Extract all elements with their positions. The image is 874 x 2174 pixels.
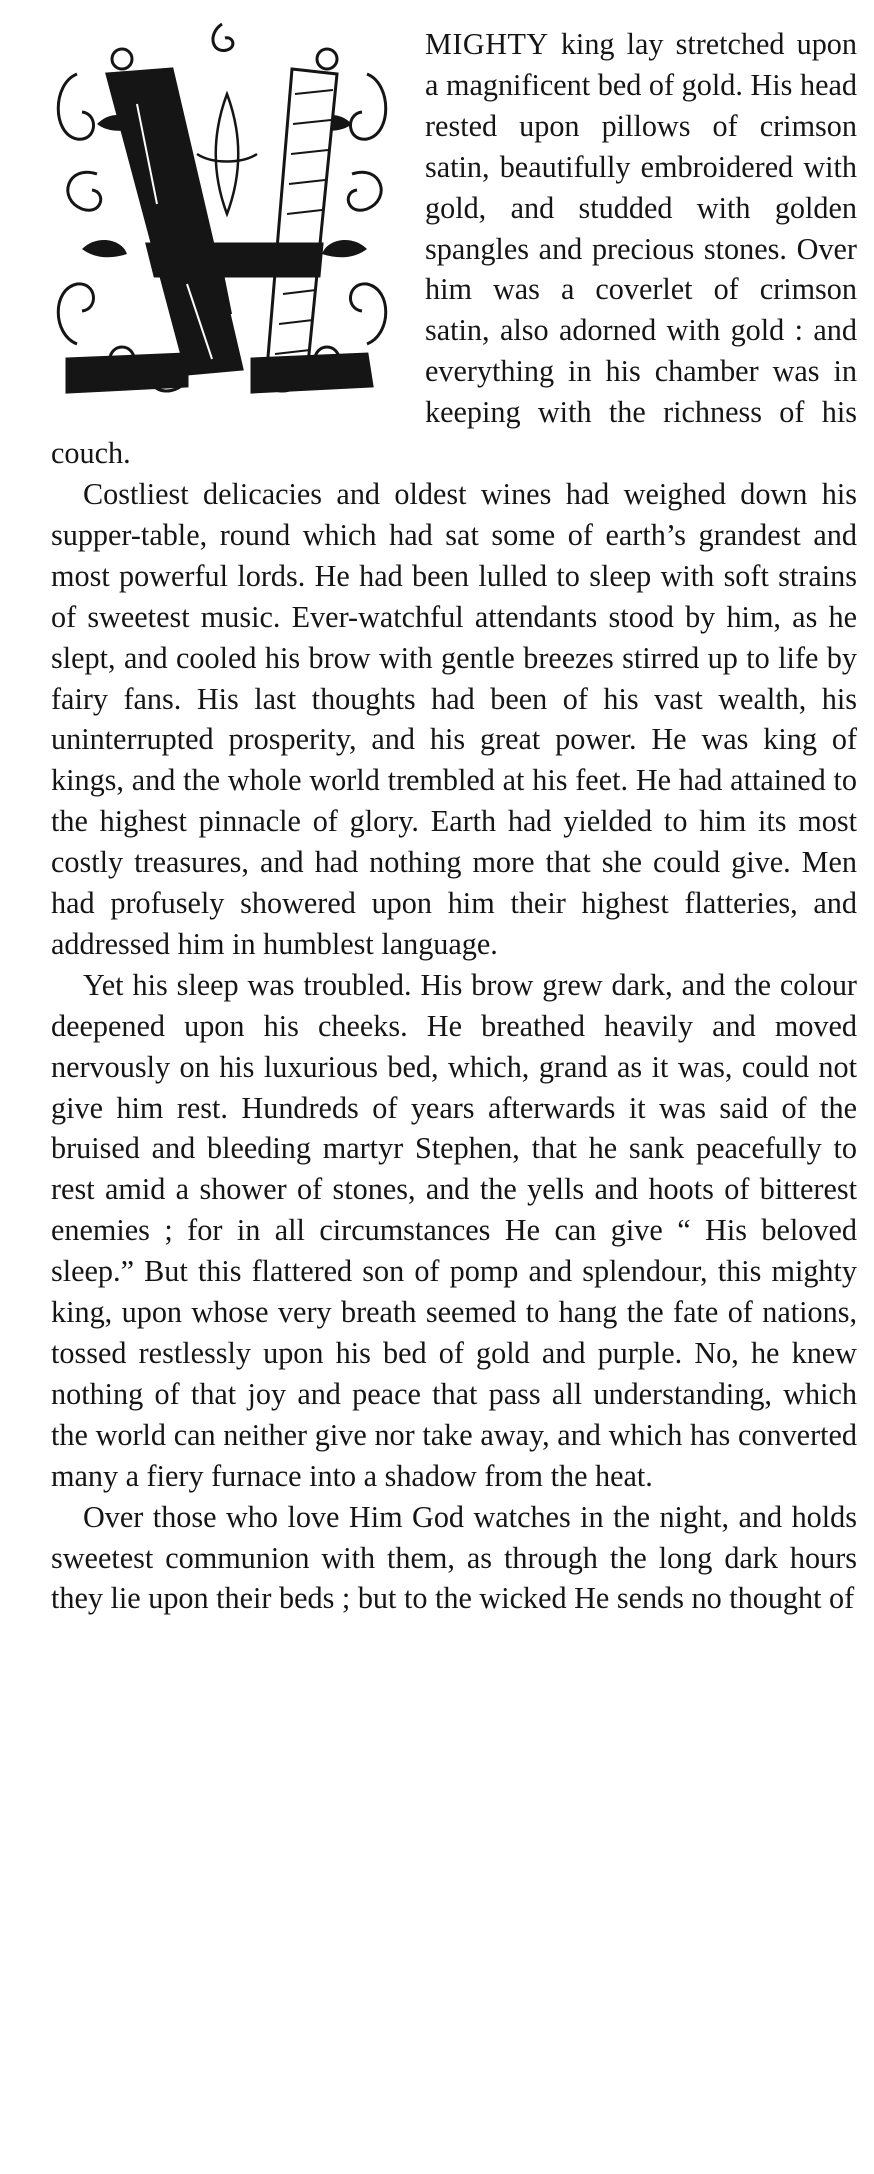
paragraph-3: Yet his sleep was troubled. His brow grew dark, and the colour deepened upon his cheeks. He breathed heavily and moved nervously on his luxurious bed, which, grand as it was, could not give him rest. Hundreds of years afterwards it was said of the bruised and bleeding martyr Stephen, that he sank peacefully to rest amid a shower of stones, and the yells and hoots of bitterest enemies ; for in all circumstances He can give “ His beloved sleep.” But this flattered son of pomp and splendour, this mighty king, upon whose very breath seemed to hang the fate of nations, tossed restlessly upon his bed of gold and purple. No, he knew nothing of that joy and peace that pass all understanding, which the world can neither give nor take away, and which has converted many a fiery furnace into a shadow from the heat. xyxy=(51,967,857,1493)
opening-word: MIGHTY xyxy=(425,27,549,61)
paragraph-2: Costliest delicacies and oldest wines had weighed down his supper-table, round which had sat some of earth’s grandest and most powerful lords. He had been lulled to sleep with soft strains of sweetest music. Ever-watchful attendants stood by him, as he slept, and cooled his brow with gentle breezes stirred up to life by fairy fans. His last thoughts had been of his vast wealth, his uninterrupted prosperity, and his great power. He was king of kings, and the whole world trembled at his feet. He had attained to the highest pinnacle of glory. Earth had yielded to him its most costly treasures, and had nothing more that she could give. Men had profusely showered upon him their highest flatteries, and addressed him in humblest language. xyxy=(51,476,857,961)
paragraph-1-text: king lay stretched upon a magnificent bed of gold. His head rested upon pillows of crimson satin, beautifully embroidered with gold, and studded with golden spangles and precious stones. Over him was a coverlet of crimson satin, also adorned with gold : and everything in his chamber was in keeping with the richness of his couch. xyxy=(51,27,857,471)
initial-a-icon xyxy=(37,14,417,404)
ornamental-initial-a xyxy=(37,14,417,404)
paragraph-4: Over those who love Him God watches in the night, and holds sweetest communion with them, as through the long dark hours they lie upon their beds ; but to the wicked He sends no thought of xyxy=(51,1499,857,1616)
